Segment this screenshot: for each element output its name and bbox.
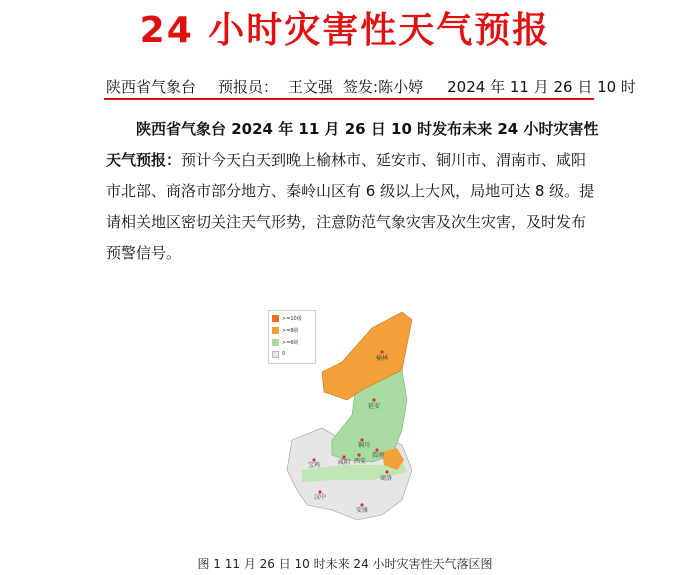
legend-item <box>272 337 315 347</box>
legend-label: >=6级 <box>282 339 299 346</box>
city-label: 西安 <box>354 458 367 465</box>
meta-line <box>106 76 636 97</box>
forecast-lead: 陕西省气象台 2024 年 11 月 26 日 10 时发布未来 24 小时灾害性天气预报： <box>106 120 599 169</box>
legend-item <box>272 349 315 359</box>
legend-item <box>272 313 315 323</box>
city-label: 咸阳 <box>338 459 351 466</box>
legend-label: >=8级 <box>282 327 299 334</box>
city-label: 铜川 <box>358 442 371 449</box>
legend-item <box>272 325 315 335</box>
page-title: 24 小时灾害性天气预报 <box>139 10 551 51</box>
legend-label: 0 <box>282 351 286 357</box>
map-legend <box>268 310 316 364</box>
city-label: 榆林 <box>376 355 389 362</box>
figure-caption: 图 1 11 月 26 日 10 时未来 24 小时灾害性天气落区图 <box>197 557 493 571</box>
signer-label: 签发: <box>343 78 379 96</box>
legend-swatch <box>272 351 279 358</box>
forecaster-name: 王文强 <box>288 78 334 96</box>
legend-swatch <box>272 315 279 322</box>
issue-datetime: 2024 年 11 月 26 日 10 时 <box>447 78 636 96</box>
city-label: 延安 <box>368 403 381 410</box>
city-label: 宝鸡 <box>308 462 321 469</box>
title-rule <box>104 98 594 100</box>
legend-label: >=10级 <box>282 315 302 322</box>
city-label: 商洛 <box>380 475 393 482</box>
forecast-paragraph <box>106 114 600 269</box>
signer-name: 陈小婷 <box>378 78 424 96</box>
agency-name: 陕西省气象台 <box>106 78 197 96</box>
city-label: 安康 <box>356 507 369 514</box>
legend-swatch <box>272 327 279 334</box>
forecast-text: 预计今天白天到晚上榆林市、延安市、铜川市、渭南市、咸阳市北部、商洛市部分地方、秦岭山区有 6 级以上大风，局地可达 8 级。提请相关地区密切关注天气形势，注意防范气象灾害及次生灾害，及时发布预警信号。 <box>106 151 595 262</box>
forecaster-label: 预报员： <box>218 78 279 96</box>
city-label: 渭南 <box>372 452 385 459</box>
city-label: 汉中 <box>314 494 327 501</box>
legend-swatch <box>272 339 279 346</box>
